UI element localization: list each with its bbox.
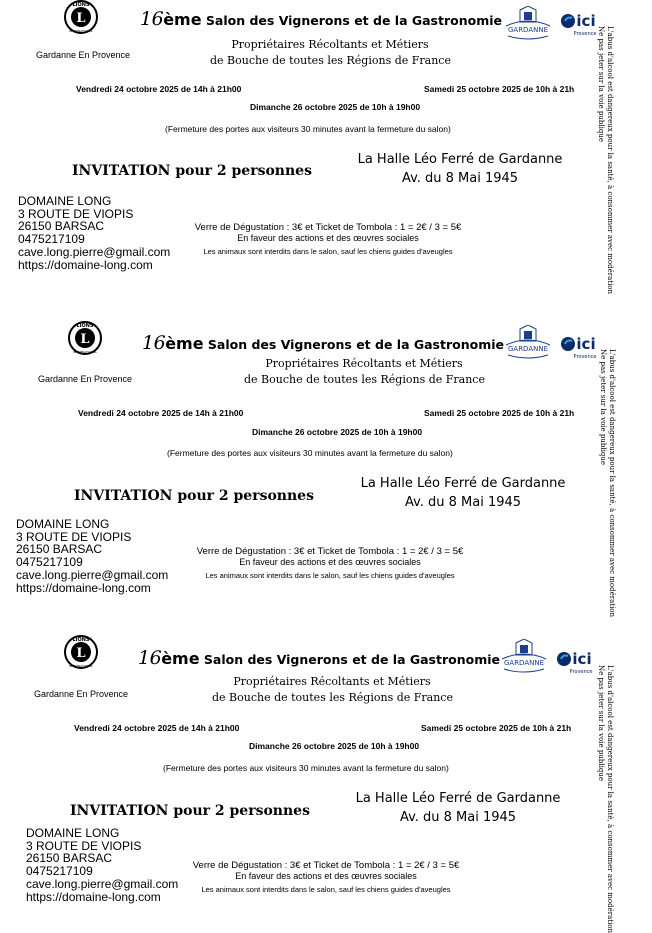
date-saturday: Samedi 25 octobre 2025 de 10h à 21h: [424, 408, 575, 418]
exhibitor-street: 3 ROUTE DE VIOPIS: [16, 529, 132, 544]
date-saturday: Samedi 25 octobre 2025 de 10h à 21h: [424, 84, 575, 94]
invitation-heading: INVITATION pour 2 personnes: [72, 163, 312, 179]
svg-text:INTERNATIONAL: INTERNATIONAL: [72, 350, 98, 354]
svg-text:L: L: [76, 646, 86, 661]
svg-text:INTERNATIONAL: INTERNATIONAL: [68, 664, 94, 668]
date-friday: Vendredi 24 octobre 2025 de 14h à 21h00: [74, 723, 240, 733]
date-sunday: Dimanche 26 octobre 2025 de 10h à 19h00: [252, 427, 423, 437]
date-friday: Vendredi 24 octobre 2025 de 14h à 21h00: [76, 84, 242, 94]
svg-text:LIONS: LIONS: [76, 323, 94, 329]
exhibitor-website: https://domaine-long.com: [18, 257, 153, 272]
gardanne-logo: [504, 6, 552, 42]
event-title: 16ème Salon des Vignerons et de la Gastronomie: [142, 332, 504, 354]
svg-text:Provence: Provence: [573, 354, 597, 360]
exhibitor-email: cave.long.pierre@gmail.com: [18, 244, 171, 259]
ici-provence-logo: [554, 648, 600, 676]
event-subtitle: Propriétaires Récoltants et Métiers de Bouche de toutes les Régions de France: [212, 675, 453, 704]
lions-club-logo: [60, 321, 110, 359]
svg-text:LIONS: LIONS: [72, 2, 90, 8]
org-label: Gardanne En Provence: [34, 689, 129, 699]
alcohol-warning: L'abus d'alcool est dangereux pour la santé, à consommer avec modération Ne pas jeter sur la voie publique: [597, 26, 614, 295]
svg-text:Provence: Provence: [569, 669, 593, 675]
exhibitor-website: https://domaine-long.com: [26, 889, 161, 904]
svg-text:GARDANNE: GARDANNE: [507, 26, 549, 34]
date-friday: Vendredi 24 octobre 2025 de 14h à 21h00: [78, 408, 244, 418]
svg-text:ici: ici: [576, 12, 596, 30]
exhibitor-email: cave.long.pierre@gmail.com: [16, 567, 169, 582]
svg-text:L: L: [80, 332, 90, 347]
exhibitor-name: DOMAINE LONG: [18, 194, 112, 208]
org-label: Gardanne En Provence: [38, 374, 133, 384]
event-subtitle: Propriétaires Récoltants et Métiers de Bouche de toutes les Régions de France: [244, 357, 485, 386]
exhibitor-name: DOMAINE LONG: [26, 826, 120, 840]
alcohol-warning: L'abus d'alcool est dangereux pour la santé, à consommer avec modération Ne pas jeter sur la voie publique: [597, 665, 614, 933]
exhibitor-phone: 0475217109: [26, 864, 93, 879]
svg-text:Provence: Provence: [573, 31, 597, 37]
price-info: Verre de Dégustation : 3€ et Ticket de Tombola : 1 = 2€ / 3 = 5€ En faveur des actions et des œuvres sociales Les animaux sont interdits dans le salon, sauf les chiens guides d'aveugles: [192, 860, 460, 894]
exhibitor-name: DOMAINE LONG: [16, 517, 110, 531]
lions-club-logo: [56, 0, 106, 38]
venue: La Halle Léo Ferré de Gardanne Av. du 8 Mai 1945: [355, 791, 561, 825]
exhibitor-street: 3 ROUTE DE VIOPIS: [26, 838, 142, 853]
exhibitor-website: https://domaine-long.com: [16, 580, 151, 595]
invitation-heading: INVITATION pour 2 personnes: [74, 488, 314, 504]
svg-text:L: L: [76, 11, 86, 26]
invitation-heading: INVITATION pour 2 personnes: [70, 803, 310, 819]
lions-club-logo: [56, 635, 106, 673]
closing-note: (Fermeture des portes aux visiteurs 30 minutes avant la fermeture du salon): [167, 448, 453, 458]
venue: La Halle Léo Ferré de Gardanne Av. du 8 Mai 1945: [357, 152, 563, 186]
exhibitor-phone: 0475217109: [16, 555, 83, 570]
exhibitor-email: cave.long.pierre@gmail.com: [26, 876, 179, 891]
svg-text:ici: ici: [576, 335, 596, 353]
org-label: Gardanne En Provence: [36, 50, 131, 60]
exhibitor-city: 26150 BARSAC: [16, 542, 103, 557]
exhibitor-address: [18, 195, 170, 271]
date-sunday: Dimanche 26 octobre 2025 de 10h à 19h00: [249, 741, 420, 751]
date-sunday: Dimanche 26 octobre 2025 de 10h à 19h00: [250, 102, 421, 112]
exhibitor-phone: 0475217109: [18, 232, 85, 247]
date-saturday: Samedi 25 octobre 2025 de 10h à 21h: [421, 723, 572, 733]
event-title: 16ème Salon des Vignerons et de la Gastronomie: [138, 647, 500, 669]
svg-text:INTERNATIONAL: INTERNATIONAL: [68, 29, 94, 33]
event-subtitle: Propriétaires Récoltants et Métiers de Bouche de toutes les Régions de France: [210, 38, 451, 67]
exhibitor-city: 26150 BARSAC: [18, 219, 105, 234]
alcohol-warning: L'abus d'alcool est dangereux pour la santé, à consommer avec modération Ne pas jeter sur la voie publique: [599, 349, 616, 618]
exhibitor-city: 26150 BARSAC: [26, 851, 113, 866]
svg-text:LIONS: LIONS: [72, 637, 90, 643]
gardanne-logo: [500, 639, 548, 675]
svg-text:GARDANNE: GARDANNE: [507, 345, 549, 353]
exhibitor-address: [16, 518, 168, 594]
closing-note: (Fermeture des portes aux visiteurs 30 minutes avant la fermeture du salon): [165, 124, 451, 134]
event-title: 16ème Salon des Vignerons et de la Gastronomie: [140, 8, 502, 30]
svg-text:ici: ici: [572, 650, 592, 668]
price-info: Verre de Dégustation : 3€ et Ticket de Tombola : 1 = 2€ / 3 = 5€ En faveur des actions et des œuvres sociales Les animaux sont interdits dans le salon, sauf les chiens guides d'aveugles: [194, 222, 462, 256]
exhibitor-address: [26, 827, 178, 903]
closing-note: (Fermeture des portes aux visiteurs 30 minutes avant la fermeture du salon): [163, 763, 449, 773]
price-info: Verre de Dégustation : 3€ et Ticket de Tombola : 1 = 2€ / 3 = 5€ En faveur des actions et des œuvres sociales Les animaux sont interdits dans le salon, sauf les chiens guides d'aveugles: [196, 546, 464, 580]
venue: La Halle Léo Ferré de Gardanne Av. du 8 Mai 1945: [360, 476, 566, 510]
exhibitor-street: 3 ROUTE DE VIOPIS: [18, 206, 134, 221]
svg-text:GARDANNE: GARDANNE: [503, 659, 545, 667]
gardanne-logo: [504, 325, 552, 361]
